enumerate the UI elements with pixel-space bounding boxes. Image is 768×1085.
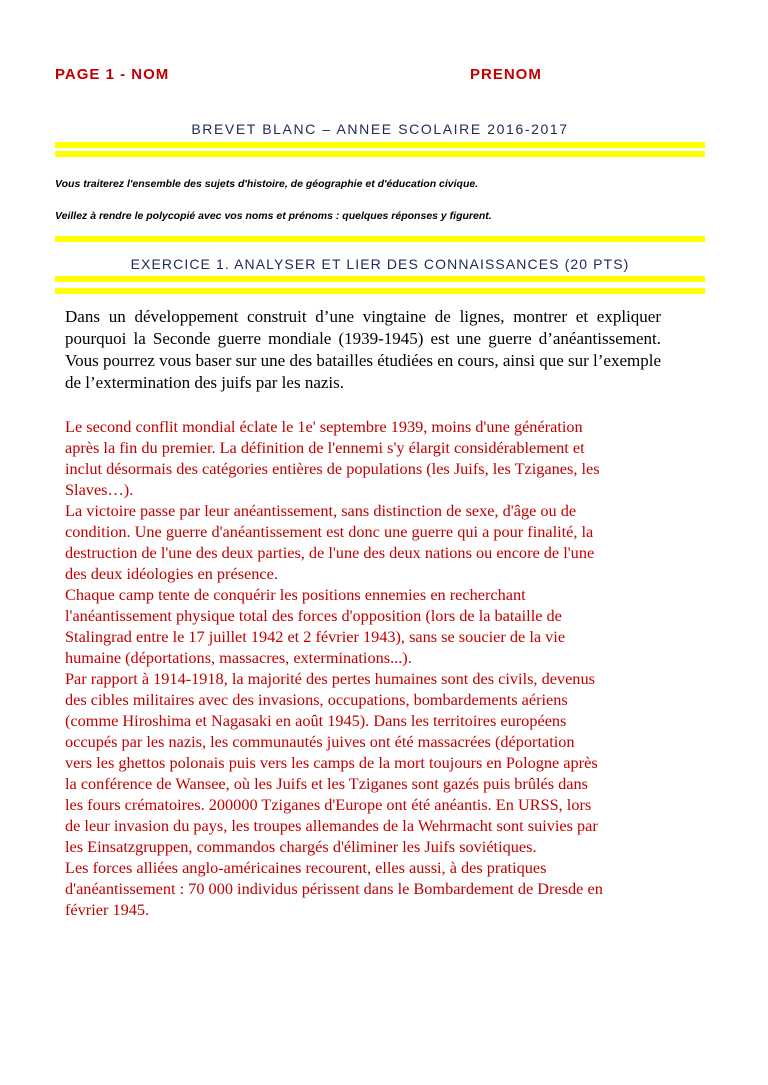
instruction-line: Vous traiterez l'ensemble des sujets d'histoire, de géographie et d'éducation civique. [55, 178, 479, 190]
answer-line: condition. Une guerre d'anéantissement est donc une guerre qui a pour finalité, la [65, 522, 594, 541]
page-name-label: PAGE 1 - NOM [55, 66, 170, 83]
answer-line: humaine (déportations, massacres, exterminations...). [65, 648, 412, 667]
answer-line: occupés par les nazis, les communautés juives ont été massacrées (déportation [65, 732, 575, 751]
answer-line: Stalingrad entre le 17 juillet 1942 et 2 février 1943), sans se soucier de la vie [65, 627, 566, 646]
exercise-question: Dans un développement construit d’une vingtaine de lignes, montrer et expliquer pourquoi la Seconde guerre mondiale (1939-1945) est une guerre d’anéantissement. Vous pourrez vous baser sur une des batailles étudiées en cours, ainsi que sur l’exemple de l’extermination des juifs par les nazis. [65, 307, 661, 392]
answer-line: d'anéantissement : 70 000 individus périssent dans le Bombardement de Dresde en [65, 879, 603, 898]
answer-line: les Einsatzgruppen, commandos chargés d'éliminer les Juifs soviétiques. [65, 837, 537, 856]
answer-line: inclut désormais des catégories entières de populations (les Juifs, les Tziganes, les [65, 459, 600, 478]
highlight-bar [55, 276, 705, 282]
answer-text [65, 416, 685, 920]
answer-line: les fours crématoires. 200000 Tziganes d'Europe ont été anéantis. En URSS, lors [65, 795, 592, 814]
answer-line: Par rapport à 1914-1918, la majorité des pertes humaines sont des civils, devenus [65, 669, 595, 688]
highlight-bar [55, 288, 705, 294]
firstname-label: PRENOM [470, 66, 542, 83]
highlight-bar [55, 236, 705, 242]
answer-line: Le second conflit mondial éclate le 1e' septembre 1939, moins d'une génération [65, 417, 583, 436]
answer-line: des deux idéologies en présence. [65, 564, 278, 583]
answer-line: des cibles militaires avec des invasions, occupations, bombardements aériens [65, 690, 568, 709]
answer-line: de leur invasion du pays, les troupes allemandes de la Wehrmacht sont suivies par [65, 816, 598, 835]
exercise-title: EXERCICE 1. ANALYSER ET LIER DES CONNAISSANCES (20 PTS) [130, 256, 630, 272]
answer-line: Slaves…). [65, 480, 134, 499]
highlight-bar [55, 142, 705, 148]
answer-line: après la fin du premier. La définition de l'ennemi s'y élargit considérablement et [65, 438, 585, 457]
answer-line: Les forces alliées anglo-américaines recourent, elles aussi, à des pratiques [65, 858, 547, 877]
answer-line: destruction de l'une des deux parties, de l'une des deux nations ou encore de l'une [65, 543, 595, 562]
answer-line: février 1945. [65, 900, 150, 919]
answer-line: la conférence de Wansee, où les Juifs et les Tziganes sont gazés puis brûlés dans [65, 774, 588, 793]
answer-line: vers les ghettos polonais puis vers les camps de la mort toujours en Pologne après [65, 753, 598, 772]
answer-line: l'anéantissement physique total des forces d'opposition (lors de la bataille de [65, 606, 562, 625]
exam-title: BREVET BLANC – ANNEE SCOLAIRE 2016-2017 [191, 121, 569, 137]
answer-line: Chaque camp tente de conquérir les positions ennemies en recherchant [65, 585, 526, 604]
answer-line: (comme Hiroshima et Nagasaki en août 1945). Dans les territoires européens [65, 711, 567, 730]
student-header [55, 66, 715, 86]
answer-line: La victoire passe par leur anéantissement, sans distinction de sexe, d'âge ou de [65, 501, 577, 520]
highlight-bar [55, 151, 705, 157]
instruction-line: Veillez à rendre le polycopié avec vos noms et prénoms : quelques réponses y figurent. [55, 210, 492, 222]
